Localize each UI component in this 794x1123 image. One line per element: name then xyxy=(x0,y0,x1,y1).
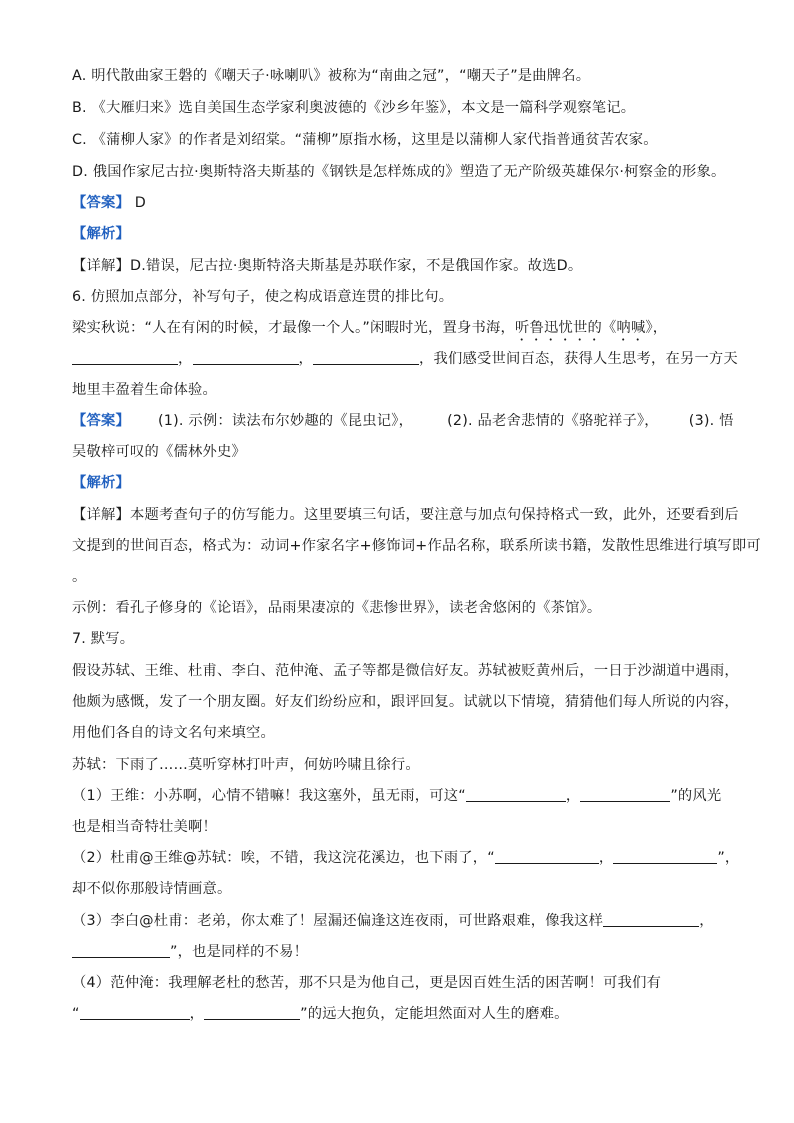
q6-quote xyxy=(72,318,724,344)
blank-separator: ， xyxy=(298,351,313,367)
answer-blank[interactable] xyxy=(193,350,299,365)
answer-item-1: (1). 示例：读法布尔妙趣的《昆虫记》， xyxy=(158,413,414,429)
q7-stem: 7. 默写。 xyxy=(72,631,135,647)
answer-blank[interactable] xyxy=(603,912,699,927)
q6-detail-3: 。 xyxy=(72,569,87,585)
emphasized-phrase: 听鲁迅忧世的《呐喊》 xyxy=(514,320,653,336)
q5-answer xyxy=(72,193,724,213)
q6-answer-line-2: 吴敬梓可叹的《儒林外史》 xyxy=(72,444,246,460)
detail-tag: 【详解】 xyxy=(72,258,130,274)
answer-blank[interactable] xyxy=(580,787,670,802)
item-tail: ”，也是同样的不易！ xyxy=(170,944,309,960)
q6-detail-2: 文提到的世间百态，格式为：动词+作家名字+修饰词+作品名称，联系所读书籍，发散性思维进行填写即可 xyxy=(72,538,761,554)
answer-blank[interactable] xyxy=(80,1005,190,1020)
item-text: （1）王维：小苏啊，心情不错嘛！我这塞外，虽无雨，可这“ xyxy=(72,788,466,804)
answer-tag: 【答案】 xyxy=(72,195,130,211)
item-tail: ”的远大抱负，定能坦然面对人生的磨难。 xyxy=(300,1006,569,1022)
q7-intro-3: 用他们各自的诗文名句来填空。 xyxy=(72,725,275,741)
analysis-tag: 【解析】 xyxy=(72,475,130,491)
q7-sushi: 苏轼：下雨了……莫听穿林打叶声，何妨吟啸且徐行。 xyxy=(72,757,420,773)
answer-value: D xyxy=(134,195,146,211)
answer-tag: 【答案】 xyxy=(72,413,130,429)
blank-separator: ， xyxy=(189,1006,205,1022)
q7-item-2 xyxy=(72,848,740,868)
answer-blank[interactable] xyxy=(613,849,717,864)
q7-item-1 xyxy=(72,786,724,806)
item-tail: ”， xyxy=(717,850,740,866)
quote-text: 梁实秋说：“人在有闲的时候，才最像一个人。”闲暇时光，置身书海， xyxy=(72,320,515,336)
option-d: D. 俄国作家尼古拉·奥斯特洛夫斯基的《钢铁是怎样炼成的》塑造了无产阶级英雄保尔·柯察金的形象。 xyxy=(72,164,726,180)
q6-fill-line-2: 地里丰盈着生命体验。 xyxy=(72,382,217,398)
option-a: A. 明代散曲家王磐的《嘲天子·咏喇叭》被称为“南曲之冠”，“嘲天子”是曲牌名。 xyxy=(72,68,591,84)
q6-answer xyxy=(72,411,734,431)
item-text: （2）杜甫@王维@苏轼：唉，不错，我这浣花溪边，也下雨了，“ xyxy=(72,850,495,866)
answer-blank[interactable] xyxy=(204,1005,300,1020)
q6-example: 示例：看孔子修身的《论语》，品雨果凄凉的《悲惨世界》，读老舍悠闲的《茶馆》。 xyxy=(72,600,602,616)
q7-intro-2: 他颇为感慨，发了一个朋友圈。好友们纷纷应和，跟评回复。试就以下情境，猜猜他们每人所说的内容， xyxy=(72,694,739,710)
q7-item-1-line-2: 也是相当奇特壮美啊！ xyxy=(72,819,217,835)
answer-blank[interactable] xyxy=(466,787,566,802)
q6-analysis-tag xyxy=(72,473,724,493)
option-b: B. 《大雁归来》选自美国生态学家利奥波德的《沙乡年鉴》，本文是一篇科学观察笔记。 xyxy=(72,100,636,116)
item-text: （3）李白@杜甫：老弟，你太难了！屋漏还偏逢这连夜雨，可世路艰难，像我这样 xyxy=(72,913,604,929)
detail-tag: 【详解】 xyxy=(72,507,130,523)
quote-comma: ， xyxy=(652,320,668,336)
open-quote: “ xyxy=(72,1006,80,1022)
q6-detail-1 xyxy=(72,505,739,525)
q7-item-4-line-2 xyxy=(72,1004,724,1024)
blank-separator: ， xyxy=(178,351,193,367)
blank-separator: ， xyxy=(598,850,614,866)
q6-stem: 6. 仿照加点部分，补写句子，使之构成语意连贯的排比句。 xyxy=(72,289,454,305)
fill-tail-text: ，我们感受世间百态，获得人生思考，在另一方天 xyxy=(419,351,738,367)
blank-separator: ， xyxy=(565,788,581,804)
detail-text: D.错误，尼古拉·奥斯特洛夫斯基是苏联作家，不是俄国作家。故选D。 xyxy=(130,258,583,274)
q7-item-4: （4）范仲淹：我理解老杜的愁苦，那不只是为他自己，更是因百姓生活的困苦啊！可我们有 xyxy=(72,975,662,991)
analysis-tag: 【解析】 xyxy=(72,226,130,242)
answer-blank[interactable] xyxy=(72,350,178,365)
option-c: C. 《蒲柳人家》的作者是刘绍棠。“蒲柳”原指水杨，这里是以蒲柳人家代指普通贫苦农家。 xyxy=(72,132,658,148)
answer-item-3: (3). 悟 xyxy=(688,413,734,429)
q7-item-2-line-2: 却不似你那般诗情画意。 xyxy=(72,881,232,897)
answer-item-2: (2). 品老舍悲情的《骆驼祥子》， xyxy=(447,413,659,429)
answer-blank[interactable] xyxy=(495,849,599,864)
item-tail: ”的风光 xyxy=(670,788,722,804)
detail-text: 本题考查句子的仿写能力。这里要填三句话，要注意与加点句保持格式一致，此外，还要看到后 xyxy=(130,507,739,523)
q5-detail xyxy=(72,256,724,276)
blank-separator: ， xyxy=(699,913,714,929)
q7-item-3 xyxy=(72,911,724,931)
q7-item-3-line-2 xyxy=(72,942,724,962)
answer-blank[interactable] xyxy=(72,943,170,958)
q5-analysis-tag xyxy=(72,224,724,244)
q6-fill-line xyxy=(72,349,738,369)
q7-intro-1: 假设苏轼、王维、杜甫、李白、范仲淹、孟子等都是微信好友。苏轼被贬黄州后，一日于沙湖道中遇雨， xyxy=(72,663,739,679)
answer-blank[interactable] xyxy=(313,350,419,365)
